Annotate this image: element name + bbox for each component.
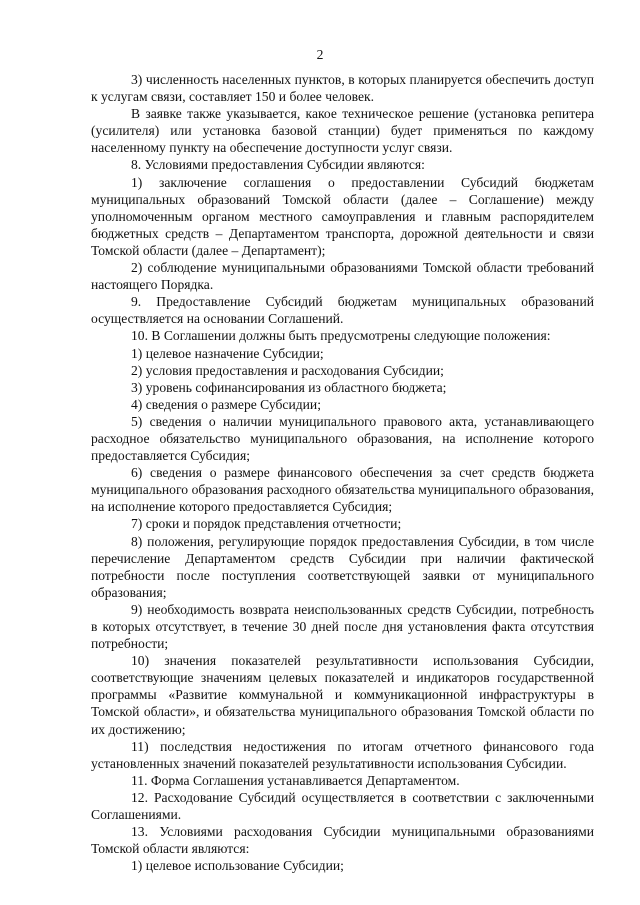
paragraph: 1) целевое назначение Субсидии; bbox=[131, 345, 324, 361]
paragraph: 11. Форма Соглашения устанавливается Департаментом. bbox=[131, 772, 460, 788]
paragraph: 1) целевое использование Субсидии; bbox=[131, 858, 344, 874]
paragraph: 2) условия предоставления и расходования Субсидии; bbox=[131, 362, 444, 378]
paragraph: 11) последствия недостижения по итогам отчетного финансового года установленных значений показателей результативности использования Субсидии. bbox=[91, 738, 594, 771]
page-number: 2 bbox=[316, 47, 324, 62]
paragraph: 1) заключение соглашения о предоставлении Субсидий бюджетам муниципальных образований Томской области (далее – Соглашение) между уполномоченным органом местного самоуправления и главным распорядителем бюджетных средств – Департаментом транспорта, дорожной деятельности и связи Томской области (далее – Департамент); bbox=[91, 174, 594, 258]
paragraph: 6) сведения о размере финансового обеспечения за счет средств бюджета муниципального образования расходного обязательства муниципального образования, на исполнение которого предоставляется Субсидия; bbox=[91, 465, 594, 515]
paragraph: 8) положения, регулирующие порядок предоставления Субсидии, в том числе перечисление Департаментом средств Субсидии при наличии фактической потребности после поступления соответствующей заявки от муниципального образования; bbox=[91, 533, 594, 600]
paragraph: 10. В Соглашении должны быть предусмотрены следующие положения: bbox=[131, 328, 551, 344]
paragraph: 2) соблюдение муниципальными образованиями Томской области требований настоящего Порядка. bbox=[91, 260, 594, 293]
paragraph: 5) сведения о наличии муниципального правового акта, устанавливающего расходное обязательство муниципального образования, на исполнение которого предоставляется Субсидия; bbox=[91, 413, 594, 464]
paragraph: 3) численность населенных пунктов, в которых планируется обеспечить доступ к услугам связи, составляет 150 и более человек. bbox=[91, 72, 594, 105]
paragraph: 9. Предоставление Субсидий бюджетам муниципальных образований осуществляется на основании Соглашений. bbox=[91, 294, 594, 327]
paragraph: 10) значения показателей результативности использования Субсидии, соответствующие значениям целевых показателей и индикаторов государственной программы «Развитие коммунальной и коммуникационной инфраструктуры в Томской области», и обязательства муниципального образования Томской области по их достижению; bbox=[91, 653, 594, 737]
document-body bbox=[91, 71, 594, 874]
paragraph: 7) сроки и порядок представления отчетности; bbox=[131, 516, 402, 532]
paragraph: 13. Условиями расходования Субсидии муниципальными образованиями Томской области являются: bbox=[91, 824, 594, 857]
paragraph: 4) сведения о размере Субсидии; bbox=[131, 396, 321, 412]
paragraph: 3) уровень софинансирования из областного бюджета; bbox=[131, 379, 447, 395]
paragraph: В заявке также указывается, какое техническое решение (установка репитера (усилителя) или установка базовой станции) будет применяться по каждому населенному пункту на обеспечение доступности услуг связи. bbox=[91, 106, 594, 156]
paragraph: 8. Условиями предоставления Субсидии являются: bbox=[131, 157, 425, 173]
paragraph: 12. Расходование Субсидий осуществляется в соответствии с заключенными Соглашениями. bbox=[91, 789, 594, 823]
paragraph: 9) необходимость возврата неиспользованных средств Субсидии, потребность в которых отсутствует, в течение 30 дней после дня установления факта отсутствия потребности; bbox=[91, 601, 594, 652]
